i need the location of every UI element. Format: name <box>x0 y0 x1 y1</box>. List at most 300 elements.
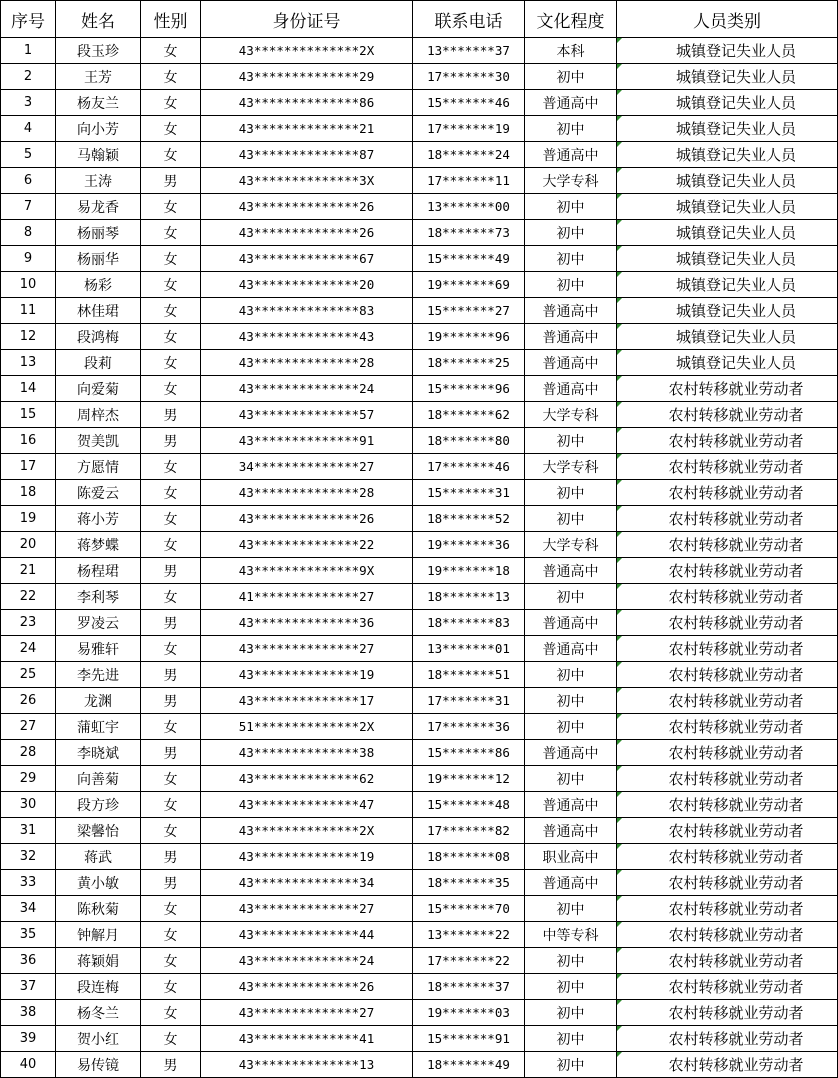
cell-id-number: 43**************83 <box>201 298 413 324</box>
table-row <box>1 272 838 298</box>
header-category: 人员类别 <box>617 1 838 38</box>
cell-category: 城镇登记失业人员 <box>617 350 838 376</box>
table-row <box>1 90 838 116</box>
cell-name: 梁馨怡 <box>56 818 141 844</box>
cell-phone: 18*******62 <box>413 402 525 428</box>
cell-id-number: 43**************17 <box>201 688 413 714</box>
cell-id-number: 43**************34 <box>201 870 413 896</box>
cell-category: 城镇登记失业人员 <box>617 220 838 246</box>
cell-phone: 13*******37 <box>413 38 525 64</box>
cell-index: 30 <box>1 792 56 818</box>
cell-category: 农村转移就业劳动者 <box>617 480 838 506</box>
table-row <box>1 428 838 454</box>
cell-category: 农村转移就业劳动者 <box>617 506 838 532</box>
cell-education: 初中 <box>525 246 617 272</box>
cell-name: 段莉 <box>56 350 141 376</box>
cell-category: 城镇登记失业人员 <box>617 298 838 324</box>
cell-id-number: 43**************38 <box>201 740 413 766</box>
cell-education: 初中 <box>525 506 617 532</box>
cell-gender: 男 <box>141 558 201 584</box>
cell-name: 杨彩 <box>56 272 141 298</box>
cell-id-number: 43**************67 <box>201 246 413 272</box>
cell-index: 32 <box>1 844 56 870</box>
cell-index: 1 <box>1 38 56 64</box>
table-row <box>1 818 838 844</box>
cell-category: 城镇登记失业人员 <box>617 168 838 194</box>
table-row <box>1 1000 838 1026</box>
cell-phone: 15*******27 <box>413 298 525 324</box>
cell-category: 农村转移就业劳动者 <box>617 662 838 688</box>
cell-education: 初中 <box>525 1026 617 1052</box>
cell-name: 段鸿梅 <box>56 324 141 350</box>
cell-phone: 18*******80 <box>413 428 525 454</box>
cell-phone: 18*******24 <box>413 142 525 168</box>
cell-gender: 女 <box>141 636 201 662</box>
cell-phone: 13*******01 <box>413 636 525 662</box>
cell-gender: 男 <box>141 428 201 454</box>
cell-id-number: 43**************28 <box>201 480 413 506</box>
cell-phone: 17*******36 <box>413 714 525 740</box>
cell-gender: 女 <box>141 90 201 116</box>
cell-category: 农村转移就业劳动者 <box>617 844 838 870</box>
header-phone: 联系电话 <box>413 1 525 38</box>
cell-category: 城镇登记失业人员 <box>617 142 838 168</box>
table-row <box>1 636 838 662</box>
cell-phone: 15*******31 <box>413 480 525 506</box>
cell-id-number: 43**************91 <box>201 428 413 454</box>
cell-index: 8 <box>1 220 56 246</box>
cell-name: 李晓斌 <box>56 740 141 766</box>
cell-id-number: 43**************24 <box>201 948 413 974</box>
cell-phone: 17*******31 <box>413 688 525 714</box>
cell-id-number: 51**************2X <box>201 714 413 740</box>
cell-id-number: 43**************26 <box>201 974 413 1000</box>
table-row <box>1 220 838 246</box>
header-education: 文化程度 <box>525 1 617 38</box>
cell-gender: 男 <box>141 662 201 688</box>
cell-name: 王涛 <box>56 168 141 194</box>
cell-name: 杨友兰 <box>56 90 141 116</box>
cell-name: 蒋小芳 <box>56 506 141 532</box>
cell-index: 15 <box>1 402 56 428</box>
header-row <box>1 1 838 38</box>
cell-id-number: 43**************24 <box>201 376 413 402</box>
cell-gender: 男 <box>141 870 201 896</box>
cell-index: 5 <box>1 142 56 168</box>
cell-name: 方愿情 <box>56 454 141 480</box>
cell-id-number: 43**************43 <box>201 324 413 350</box>
cell-gender: 男 <box>141 402 201 428</box>
cell-education: 普通高中 <box>525 350 617 376</box>
cell-id-number: 43**************27 <box>201 896 413 922</box>
cell-index: 33 <box>1 870 56 896</box>
cell-category: 农村转移就业劳动者 <box>617 792 838 818</box>
cell-index: 16 <box>1 428 56 454</box>
cell-gender: 女 <box>141 480 201 506</box>
cell-phone: 17*******11 <box>413 168 525 194</box>
cell-phone: 15*******86 <box>413 740 525 766</box>
table-row <box>1 922 838 948</box>
cell-name: 向爱菊 <box>56 376 141 402</box>
cell-category: 城镇登记失业人员 <box>617 272 838 298</box>
cell-category: 农村转移就业劳动者 <box>617 974 838 1000</box>
cell-category: 城镇登记失业人员 <box>617 38 838 64</box>
cell-phone: 19*******03 <box>413 1000 525 1026</box>
table-row <box>1 532 838 558</box>
cell-gender: 男 <box>141 610 201 636</box>
cell-index: 34 <box>1 896 56 922</box>
cell-category: 城镇登记失业人员 <box>617 116 838 142</box>
cell-name: 杨冬兰 <box>56 1000 141 1026</box>
table-row <box>1 298 838 324</box>
cell-category: 农村转移就业劳动者 <box>617 948 838 974</box>
table-row <box>1 116 838 142</box>
table-row <box>1 740 838 766</box>
table-row <box>1 610 838 636</box>
header-id-number: 身份证号 <box>201 1 413 38</box>
cell-name: 蒋武 <box>56 844 141 870</box>
table-row <box>1 480 838 506</box>
cell-phone: 17*******19 <box>413 116 525 142</box>
cell-gender: 男 <box>141 168 201 194</box>
cell-id-number: 43**************9X <box>201 558 413 584</box>
cell-name: 陈爱云 <box>56 480 141 506</box>
cell-index: 23 <box>1 610 56 636</box>
cell-education: 普通高中 <box>525 610 617 636</box>
cell-id-number: 43**************3X <box>201 168 413 194</box>
cell-gender: 女 <box>141 1000 201 1026</box>
cell-name: 蒋颖娟 <box>56 948 141 974</box>
cell-category: 农村转移就业劳动者 <box>617 584 838 610</box>
cell-index: 20 <box>1 532 56 558</box>
cell-index: 14 <box>1 376 56 402</box>
cell-id-number: 43**************27 <box>201 1000 413 1026</box>
cell-index: 31 <box>1 818 56 844</box>
cell-education: 普通高中 <box>525 558 617 584</box>
cell-gender: 女 <box>141 350 201 376</box>
cell-phone: 18*******51 <box>413 662 525 688</box>
cell-gender: 女 <box>141 272 201 298</box>
cell-index: 24 <box>1 636 56 662</box>
cell-phone: 19*******18 <box>413 558 525 584</box>
cell-id-number: 43**************44 <box>201 922 413 948</box>
cell-gender: 女 <box>141 896 201 922</box>
table-row <box>1 506 838 532</box>
table-row <box>1 558 838 584</box>
cell-id-number: 43**************36 <box>201 610 413 636</box>
cell-index: 10 <box>1 272 56 298</box>
cell-id-number: 43**************87 <box>201 142 413 168</box>
cell-gender: 女 <box>141 506 201 532</box>
cell-index: 6 <box>1 168 56 194</box>
cell-phone: 18*******52 <box>413 506 525 532</box>
cell-index: 9 <box>1 246 56 272</box>
cell-education: 大学专科 <box>525 168 617 194</box>
cell-education: 普通高中 <box>525 376 617 402</box>
cell-phone: 19*******69 <box>413 272 525 298</box>
cell-phone: 15*******46 <box>413 90 525 116</box>
cell-index: 17 <box>1 454 56 480</box>
cell-gender: 女 <box>141 142 201 168</box>
cell-category: 农村转移就业劳动者 <box>617 402 838 428</box>
cell-gender: 男 <box>141 740 201 766</box>
table-row <box>1 662 838 688</box>
cell-category: 农村转移就业劳动者 <box>617 922 838 948</box>
cell-category: 农村转移就业劳动者 <box>617 532 838 558</box>
cell-name: 段方珍 <box>56 792 141 818</box>
cell-phone: 18*******35 <box>413 870 525 896</box>
cell-phone: 13*******00 <box>413 194 525 220</box>
cell-education: 初中 <box>525 480 617 506</box>
cell-gender: 女 <box>141 454 201 480</box>
cell-id-number: 43**************13 <box>201 1052 413 1078</box>
cell-gender: 女 <box>141 714 201 740</box>
cell-name: 蒲虹宇 <box>56 714 141 740</box>
cell-education: 职业高中 <box>525 844 617 870</box>
cell-category: 农村转移就业劳动者 <box>617 610 838 636</box>
cell-gender: 女 <box>141 974 201 1000</box>
cell-phone: 19*******36 <box>413 532 525 558</box>
cell-phone: 19*******12 <box>413 766 525 792</box>
table-row <box>1 142 838 168</box>
cell-name: 易传镜 <box>56 1052 141 1078</box>
cell-education: 普通高中 <box>525 818 617 844</box>
cell-id-number: 43**************26 <box>201 194 413 220</box>
cell-gender: 女 <box>141 376 201 402</box>
cell-phone: 17*******22 <box>413 948 525 974</box>
cell-category: 城镇登记失业人员 <box>617 194 838 220</box>
cell-index: 36 <box>1 948 56 974</box>
cell-phone: 15*******48 <box>413 792 525 818</box>
cell-name: 罗凌云 <box>56 610 141 636</box>
cell-id-number: 43**************26 <box>201 220 413 246</box>
cell-phone: 17*******46 <box>413 454 525 480</box>
cell-name: 马翰颖 <box>56 142 141 168</box>
cell-index: 11 <box>1 298 56 324</box>
cell-gender: 女 <box>141 64 201 90</box>
cell-index: 2 <box>1 64 56 90</box>
cell-id-number: 43**************29 <box>201 64 413 90</box>
cell-index: 29 <box>1 766 56 792</box>
cell-category: 农村转移就业劳动者 <box>617 1000 838 1026</box>
cell-education: 初中 <box>525 896 617 922</box>
cell-index: 38 <box>1 1000 56 1026</box>
cell-education: 大学专科 <box>525 402 617 428</box>
cell-education: 大学专科 <box>525 454 617 480</box>
cell-id-number: 43**************22 <box>201 532 413 558</box>
table-row <box>1 168 838 194</box>
cell-education: 初中 <box>525 766 617 792</box>
cell-education: 中等专科 <box>525 922 617 948</box>
cell-education: 初中 <box>525 948 617 974</box>
cell-id-number: 41**************27 <box>201 584 413 610</box>
cell-education: 普通高中 <box>525 792 617 818</box>
table-row <box>1 350 838 376</box>
cell-category: 农村转移就业劳动者 <box>617 740 838 766</box>
cell-index: 37 <box>1 974 56 1000</box>
table-row <box>1 870 838 896</box>
cell-gender: 女 <box>141 818 201 844</box>
cell-index: 18 <box>1 480 56 506</box>
table-row <box>1 766 838 792</box>
cell-id-number: 43**************28 <box>201 350 413 376</box>
cell-name: 易龙香 <box>56 194 141 220</box>
cell-index: 13 <box>1 350 56 376</box>
cell-index: 19 <box>1 506 56 532</box>
cell-phone: 17*******30 <box>413 64 525 90</box>
cell-name: 黄小敏 <box>56 870 141 896</box>
cell-category: 农村转移就业劳动者 <box>617 376 838 402</box>
cell-phone: 15*******70 <box>413 896 525 922</box>
cell-name: 贺小红 <box>56 1026 141 1052</box>
cell-phone: 19*******96 <box>413 324 525 350</box>
cell-education: 初中 <box>525 662 617 688</box>
cell-index: 26 <box>1 688 56 714</box>
cell-name: 向善菊 <box>56 766 141 792</box>
cell-category: 农村转移就业劳动者 <box>617 1026 838 1052</box>
cell-category: 城镇登记失业人员 <box>617 324 838 350</box>
table-row <box>1 454 838 480</box>
cell-gender: 女 <box>141 298 201 324</box>
cell-education: 普通高中 <box>525 142 617 168</box>
cell-phone: 18*******83 <box>413 610 525 636</box>
cell-index: 4 <box>1 116 56 142</box>
cell-education: 普通高中 <box>525 298 617 324</box>
cell-education: 初中 <box>525 116 617 142</box>
cell-gender: 女 <box>141 584 201 610</box>
cell-name: 钟解月 <box>56 922 141 948</box>
cell-id-number: 34**************27 <box>201 454 413 480</box>
cell-gender: 女 <box>141 38 201 64</box>
cell-name: 杨丽华 <box>56 246 141 272</box>
header-gender: 性别 <box>141 1 201 38</box>
cell-name: 陈秋菊 <box>56 896 141 922</box>
cell-phone: 18*******73 <box>413 220 525 246</box>
cell-gender: 女 <box>141 792 201 818</box>
table-row <box>1 64 838 90</box>
cell-education: 初中 <box>525 1000 617 1026</box>
cell-name: 向小芳 <box>56 116 141 142</box>
cell-education: 普通高中 <box>525 324 617 350</box>
cell-gender: 女 <box>141 948 201 974</box>
cell-gender: 女 <box>141 194 201 220</box>
cell-category: 城镇登记失业人员 <box>617 90 838 116</box>
cell-index: 7 <box>1 194 56 220</box>
cell-index: 39 <box>1 1026 56 1052</box>
cell-education: 初中 <box>525 220 617 246</box>
cell-gender: 女 <box>141 532 201 558</box>
cell-id-number: 43**************2X <box>201 38 413 64</box>
cell-id-number: 43**************47 <box>201 792 413 818</box>
cell-id-number: 43**************57 <box>201 402 413 428</box>
table-row <box>1 974 838 1000</box>
cell-category: 农村转移就业劳动者 <box>617 454 838 480</box>
cell-education: 初中 <box>525 688 617 714</box>
cell-category: 城镇登记失业人员 <box>617 246 838 272</box>
cell-gender: 女 <box>141 766 201 792</box>
cell-education: 初中 <box>525 1052 617 1078</box>
cell-index: 22 <box>1 584 56 610</box>
table-row <box>1 896 838 922</box>
cell-gender: 女 <box>141 220 201 246</box>
cell-gender: 男 <box>141 688 201 714</box>
cell-category: 农村转移就业劳动者 <box>617 558 838 584</box>
table-row <box>1 792 838 818</box>
cell-id-number: 43**************19 <box>201 662 413 688</box>
cell-name: 段玉珍 <box>56 38 141 64</box>
cell-phone: 18*******08 <box>413 844 525 870</box>
cell-category: 农村转移就业劳动者 <box>617 636 838 662</box>
cell-phone: 15*******91 <box>413 1026 525 1052</box>
table-row <box>1 402 838 428</box>
cell-name: 贺美凯 <box>56 428 141 454</box>
cell-education: 初中 <box>525 194 617 220</box>
cell-education: 普通高中 <box>525 90 617 116</box>
cell-name: 龙渊 <box>56 688 141 714</box>
cell-phone: 18*******25 <box>413 350 525 376</box>
table-row <box>1 324 838 350</box>
cell-education: 本科 <box>525 38 617 64</box>
cell-name: 杨程珺 <box>56 558 141 584</box>
table-row <box>1 948 838 974</box>
cell-index: 25 <box>1 662 56 688</box>
cell-education: 大学专科 <box>525 532 617 558</box>
cell-gender: 女 <box>141 1026 201 1052</box>
cell-id-number: 43**************27 <box>201 636 413 662</box>
cell-name: 周梓杰 <box>56 402 141 428</box>
cell-id-number: 43**************20 <box>201 272 413 298</box>
cell-phone: 18*******13 <box>413 584 525 610</box>
cell-education: 初中 <box>525 64 617 90</box>
cell-name: 李利琴 <box>56 584 141 610</box>
cell-gender: 男 <box>141 844 201 870</box>
cell-id-number: 43**************86 <box>201 90 413 116</box>
cell-gender: 女 <box>141 116 201 142</box>
table-row <box>1 376 838 402</box>
cell-id-number: 43**************19 <box>201 844 413 870</box>
cell-gender: 男 <box>141 1052 201 1078</box>
cell-phone: 18*******37 <box>413 974 525 1000</box>
cell-education: 初中 <box>525 428 617 454</box>
cell-name: 林佳珺 <box>56 298 141 324</box>
cell-name: 易雅轩 <box>56 636 141 662</box>
cell-name: 蒋梦蝶 <box>56 532 141 558</box>
cell-gender: 女 <box>141 246 201 272</box>
cell-category: 农村转移就业劳动者 <box>617 766 838 792</box>
cell-education: 初中 <box>525 714 617 740</box>
cell-education: 初中 <box>525 272 617 298</box>
table-row <box>1 844 838 870</box>
table-row <box>1 194 838 220</box>
cell-name: 李先进 <box>56 662 141 688</box>
cell-education: 初中 <box>525 584 617 610</box>
cell-index: 27 <box>1 714 56 740</box>
cell-category: 农村转移就业劳动者 <box>617 896 838 922</box>
cell-index: 3 <box>1 90 56 116</box>
cell-phone: 13*******22 <box>413 922 525 948</box>
cell-phone: 18*******49 <box>413 1052 525 1078</box>
cell-category: 农村转移就业劳动者 <box>617 870 838 896</box>
table-row <box>1 246 838 272</box>
cell-id-number: 43**************2X <box>201 818 413 844</box>
cell-category: 农村转移就业劳动者 <box>617 1052 838 1078</box>
cell-category: 农村转移就业劳动者 <box>617 714 838 740</box>
cell-category: 农村转移就业劳动者 <box>617 428 838 454</box>
table-row <box>1 688 838 714</box>
cell-phone: 15*******49 <box>413 246 525 272</box>
cell-education: 初中 <box>525 974 617 1000</box>
cell-index: 35 <box>1 922 56 948</box>
